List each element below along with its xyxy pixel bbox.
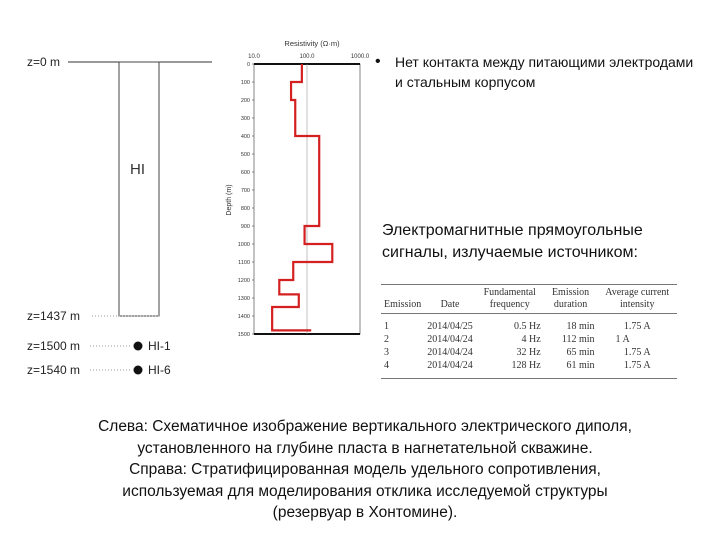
y-tick-label: 900 — [240, 224, 250, 230]
caption-line-5: (резервуар в Хонтомине). — [272, 504, 458, 521]
y-tick-label: 600 — [240, 170, 250, 176]
table-row — [381, 359, 677, 379]
cell-current: 1.75 A — [623, 347, 651, 358]
cell-frequency: 4 Hz — [521, 334, 541, 345]
chart-title: Resistivity (Ω·m) — [284, 39, 340, 48]
y-tick-label: 1100 — [238, 260, 250, 266]
cell-current: 1.75 A — [623, 360, 651, 371]
cell-frequency: 32 Hz — [516, 347, 541, 358]
cell-emission: 2 — [384, 334, 389, 345]
caption-line-2: установленного на глубине пласта в нагнетательной скважине. — [137, 439, 593, 457]
emission-table — [381, 284, 677, 379]
cell-duration: 18 min — [566, 321, 595, 332]
y-tick-label: 1500 — [237, 332, 250, 338]
well-schematic — [0, 0, 230, 400]
cell-frequency: 128 Hz — [511, 360, 541, 371]
cell-frequency: 0.5 Hz — [513, 321, 541, 332]
y-axis-label: Depth (m) — [226, 184, 233, 216]
cell-current: 1.75 A — [623, 321, 651, 332]
cell-duration: 61 min — [566, 360, 595, 371]
table-header-row — [381, 285, 677, 314]
bullet-text: Нет контакта между питающими электродами и стальным корпусом — [395, 54, 694, 90]
x-tick-label: 10.0 — [248, 54, 260, 60]
y-tick-label: 1000 — [237, 242, 250, 248]
header-duration: Emission duration — [551, 287, 590, 310]
header-frequency: Fundamental frequency — [483, 287, 536, 310]
cell-date: 2014/04/25 — [427, 321, 473, 332]
cell-current: 1 A — [615, 334, 630, 345]
electrode-hi-6-marker — [134, 366, 143, 375]
y-tick-label: 1400 — [237, 314, 250, 320]
caption-line-4: используемая для моделирования отклика исследуемой структуры — [122, 482, 608, 500]
resistivity-chart — [215, 28, 375, 348]
electrode-hi-1-marker — [134, 342, 143, 351]
cell-emission: 1 — [384, 321, 389, 332]
table-row — [381, 314, 677, 334]
header-emission: Emission — [384, 299, 422, 310]
resistivity-series-line — [272, 64, 332, 330]
x-tick-label: 100.0 — [299, 54, 315, 60]
cell-date: 2014/04/24 — [427, 360, 473, 371]
header-date: Date — [440, 299, 460, 310]
point-2-name: HI-6 — [148, 363, 171, 377]
header-current: Average current intensity — [605, 287, 670, 310]
surface-depth-label: z=0 m — [27, 55, 61, 69]
y-tick-label: 100 — [240, 80, 250, 86]
y-tick-label: 1200 — [237, 278, 250, 284]
y-tick-label: 300 — [240, 116, 250, 122]
y-tick-label: 0 — [246, 62, 250, 68]
cell-date: 2014/04/24 — [427, 347, 473, 358]
caption — [40, 416, 690, 524]
y-tick-label: 1300 — [237, 296, 250, 302]
x-tick-label: 1000.0 — [350, 54, 370, 60]
caption-line-3: Справа: Стратифицированная модель удельного сопротивления, — [129, 461, 601, 478]
well-bore — [119, 62, 159, 316]
cell-duration: 65 min — [566, 347, 595, 358]
point-1-name: HI-1 — [148, 339, 171, 353]
y-tick-label: 800 — [240, 206, 250, 212]
well-bottom-depth-label: z=1437 m — [27, 309, 81, 323]
cell-date: 2014/04/24 — [427, 334, 473, 345]
table-row — [381, 333, 677, 346]
well-name: HI — [130, 161, 145, 178]
cell-emission: 4 — [384, 360, 389, 371]
point-1-depth-label: z=1500 m — [27, 339, 81, 353]
caption-line-1: Слева: Схематичное изображение вертикального электрического диполя, — [98, 418, 632, 435]
y-tick-label: 500 — [240, 152, 250, 158]
y-tick-label: 700 — [240, 188, 250, 194]
emission-title: Электромагнитные прямоугольные сигналы, излучаемые источником: — [382, 222, 643, 261]
y-tick-label: 400 — [240, 134, 250, 140]
bullet-icon: • — [375, 53, 381, 70]
y-tick-label: 200 — [240, 98, 250, 104]
cell-emission: 3 — [384, 347, 389, 358]
cell-duration: 112 min — [561, 334, 595, 345]
table-row — [381, 346, 677, 359]
point-2-depth-label: z=1540 m — [27, 363, 81, 377]
